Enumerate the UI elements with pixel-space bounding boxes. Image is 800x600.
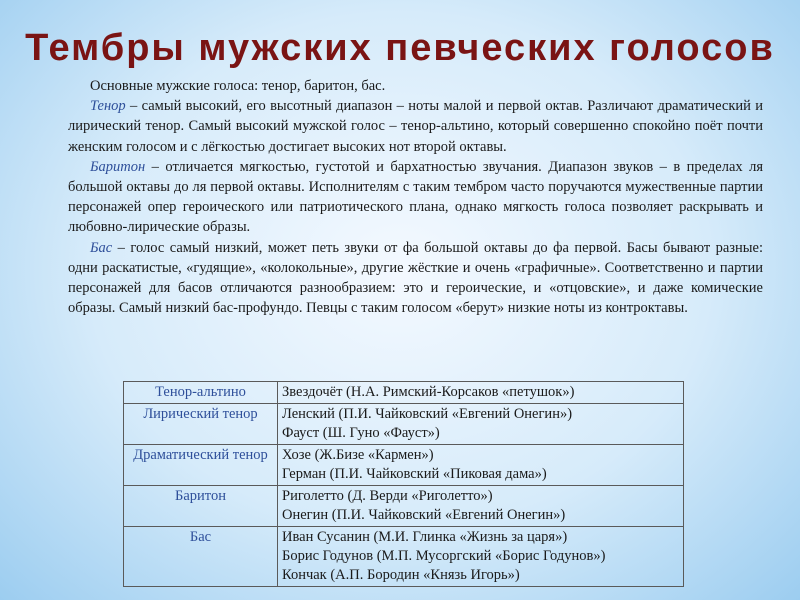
voice-type-cell: Драматический тенор — [124, 445, 278, 486]
roles-cell — [278, 382, 684, 404]
table-row — [124, 445, 684, 486]
voice-term: Баритон — [90, 158, 146, 175]
paragraph-text: – голос самый низкий, может петь звуки от фа большой октавы до фа первой. Басы бывают разные: одни раскатистые, «гудящие», «колокольные», другие жёсткие и очень «графичные». Соответственно и партии персонажей для басов отличаются разнообразием: это и героические, и «отцовские», и даже комические образы. Самый низкий бас-профундо. Певцы с таким голосом «берут» низкие ноты из контроктавы. — [68, 239, 763, 317]
voice-roles-table-body — [124, 382, 684, 587]
slide-title: Тембры мужских певческих голосов — [25, 27, 775, 69]
role-entry: Звездочёт (Н.А. Римский-Корсаков «петушок») — [282, 384, 575, 400]
table-row — [124, 382, 684, 404]
paragraph-text: – самый высокий, его высотный диапазон – ноты малой и первой октав. Различают драматический и лирический тенор. Самый высокий мужской голос – тенор-альтино, который совершенно спокойно поёт почти женским голосом и с лёгкостью достигает высоких нот второй октавы. — [68, 98, 763, 155]
body-text — [68, 76, 763, 318]
voice-type-cell: Бас — [124, 527, 278, 587]
voice-type-cell: Лирический тенор — [124, 404, 278, 445]
roles-cell — [278, 486, 684, 527]
paragraph-text: – отличается мягкостью, густотой и бархатностью звучания. Диапазон звуков – в пределах ля большой октавы до ля первой октавы. Исполнителям с таким тембром часто поручаются мужественные партии персонажей опер героического или патриотического плана, однако мягкость голоса позволяет раскрывать и любовно-лирические образы. — [68, 158, 763, 236]
table-row — [124, 486, 684, 527]
role-entry: Риголетто (Д. Верди «Риголетто») — [282, 488, 493, 504]
table-row — [124, 527, 684, 587]
voice-type-cell: Тенор-альтино — [124, 382, 278, 404]
roles-cell — [278, 445, 684, 486]
roles-cell — [278, 404, 684, 445]
voice-term: Бас — [90, 239, 113, 256]
role-entry: Герман (П.И. Чайковский «Пиковая дама») — [282, 466, 547, 482]
voice-roles-table — [123, 381, 684, 587]
voice-type-cell: Баритон — [124, 486, 278, 527]
role-entry: Ленский (П.И. Чайковский «Евгений Онегин») — [282, 406, 573, 422]
paragraph-tenor — [68, 96, 763, 157]
role-entry: Иван Сусанин (М.И. Глинка «Жизнь за царя») — [282, 529, 568, 545]
role-entry: Хозе (Ж.Бизе «Кармен») — [282, 447, 434, 463]
role-entry: Борис Годунов (М.П. Мусоргский «Борис Годунов») — [282, 548, 606, 564]
paragraph-bass — [68, 238, 763, 319]
role-entry: Кончак (А.П. Бородин «Князь Игорь») — [282, 567, 520, 583]
role-entry: Онегин (П.И. Чайковский «Евгений Онегин») — [282, 507, 566, 523]
table-row — [124, 404, 684, 445]
intro-line: Основные мужские голоса: тенор, баритон, бас. — [90, 78, 386, 94]
roles-cell — [278, 527, 684, 587]
voice-term: Тенор — [90, 98, 126, 115]
role-entry: Фауст (Ш. Гуно «Фауст») — [282, 425, 440, 441]
paragraph-baritone — [68, 157, 763, 238]
